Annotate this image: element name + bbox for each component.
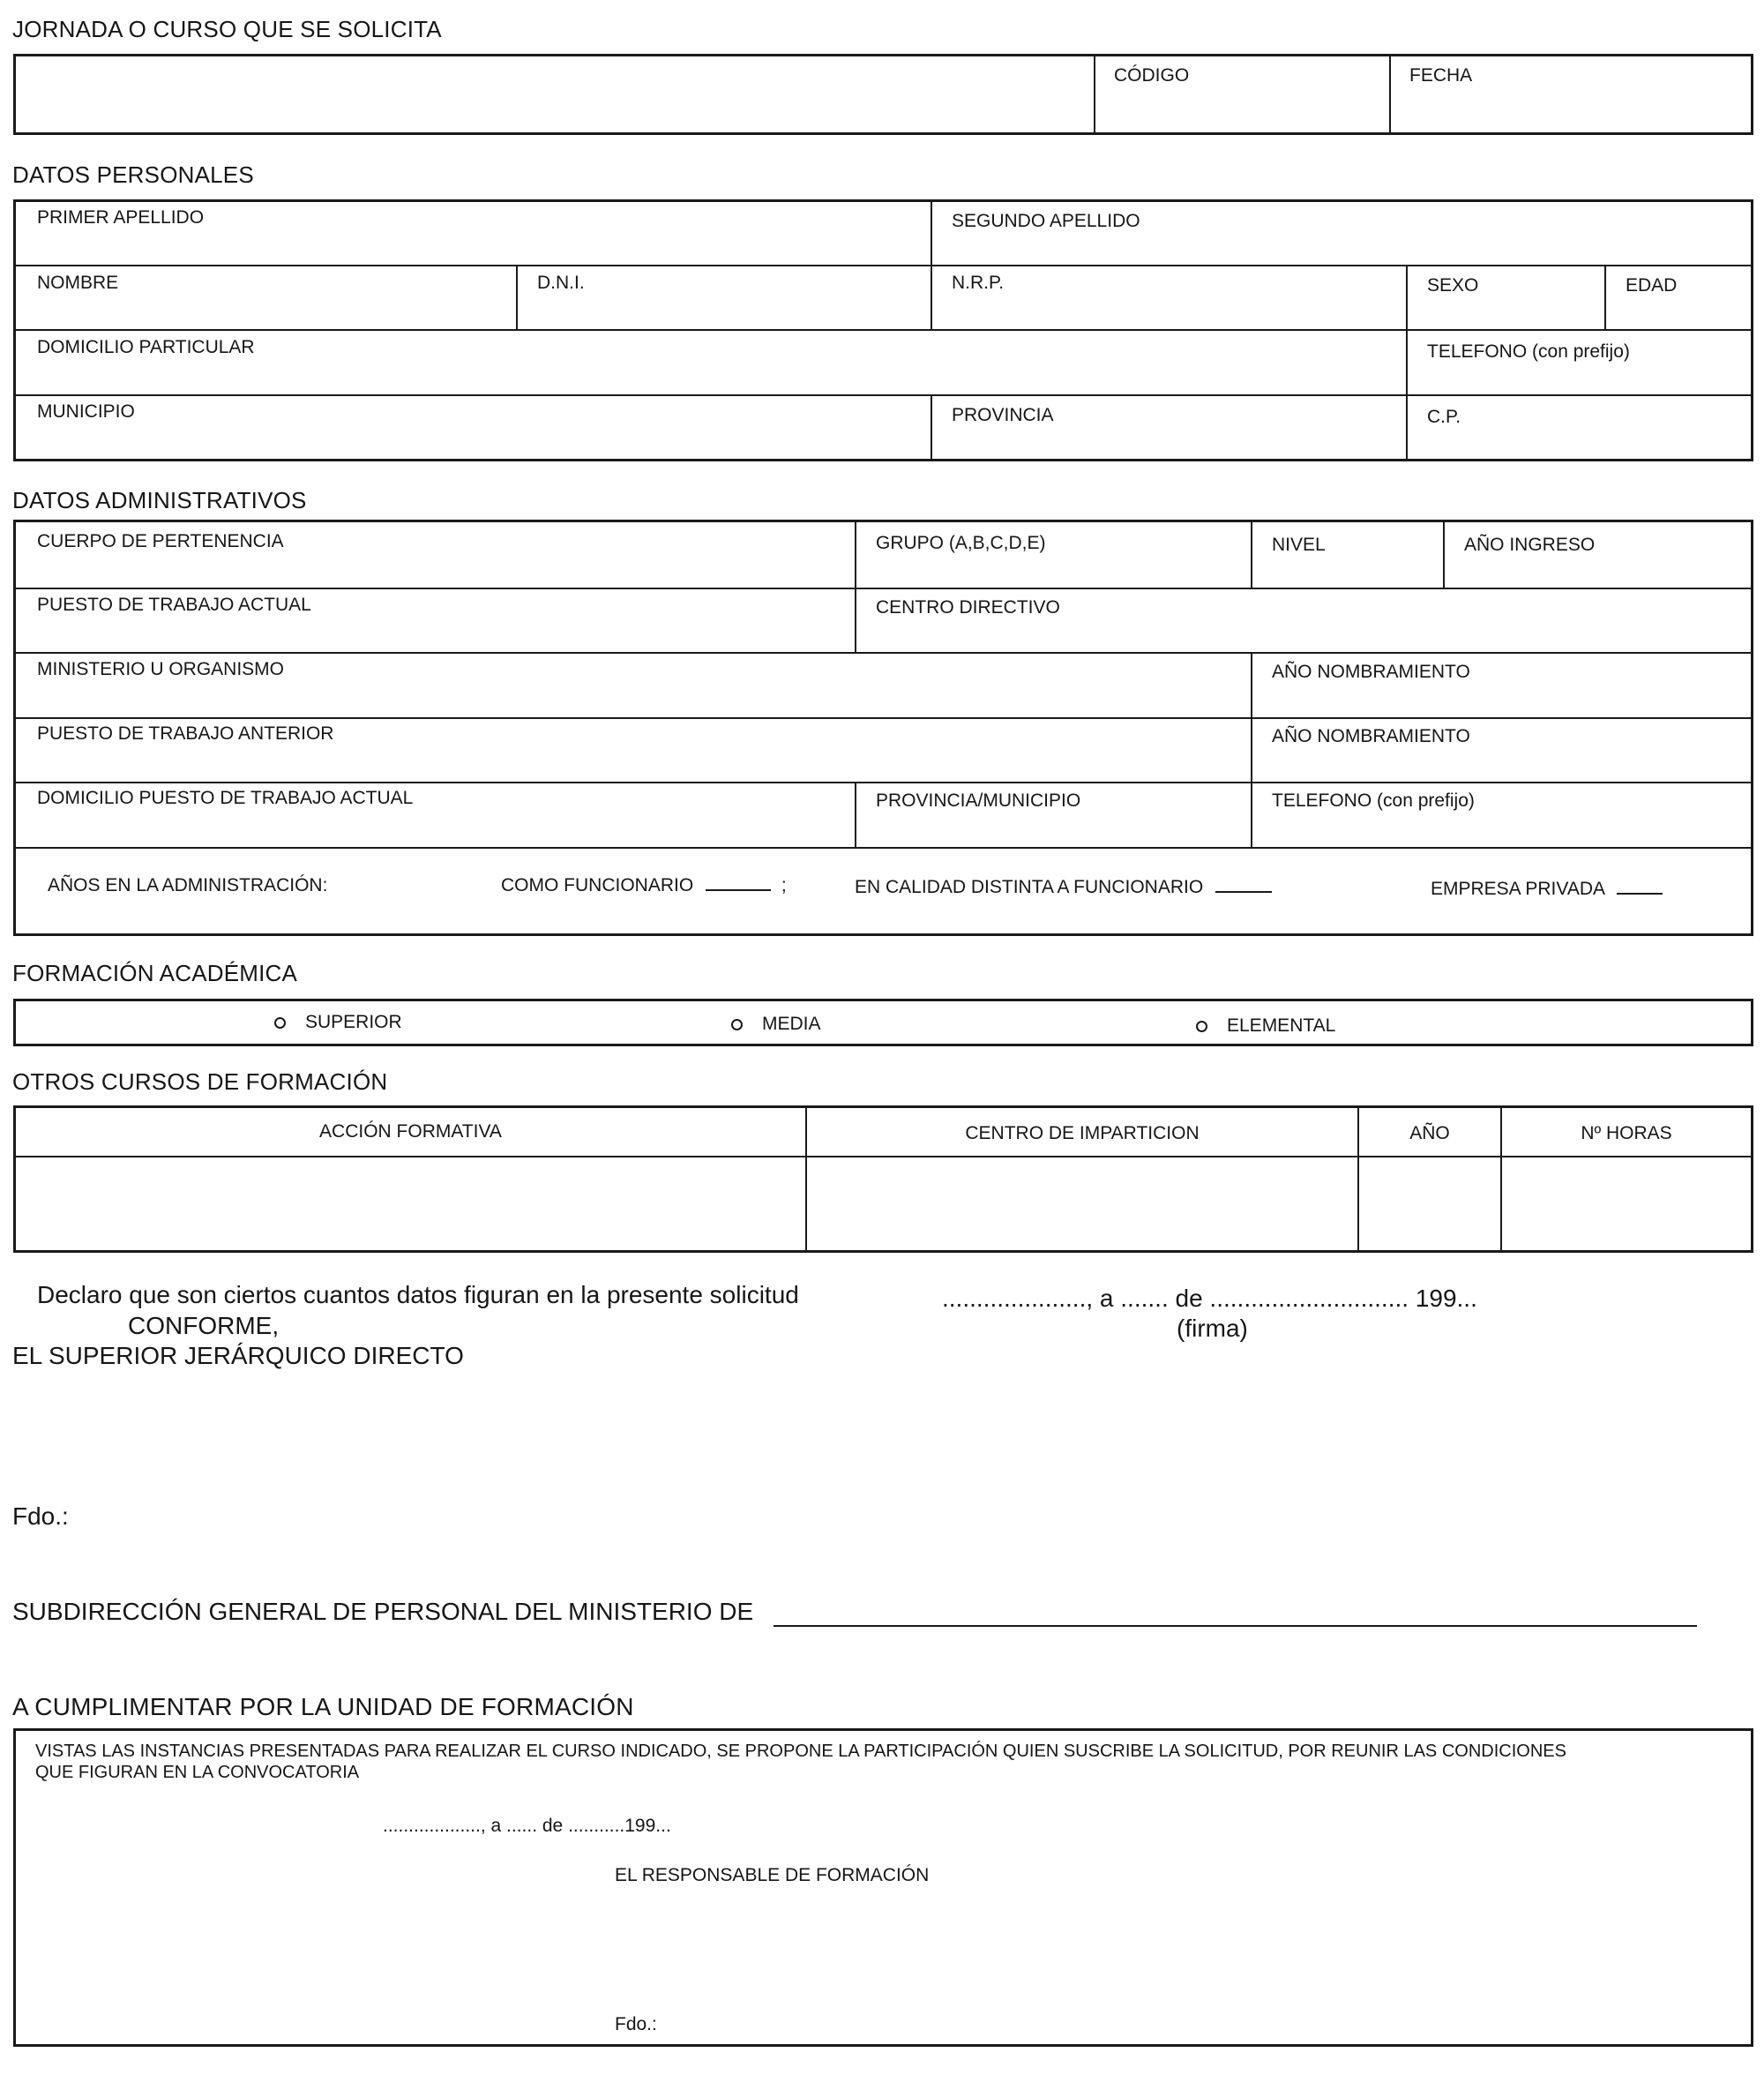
domicilio-particular-label: DOMICILIO PARTICULAR: [37, 337, 255, 357]
row-divider: [16, 782, 1751, 783]
fdo-label: Fdo.:: [12, 1502, 69, 1530]
option-media: [731, 1014, 821, 1035]
divider: [1406, 329, 1408, 394]
divider: [931, 394, 932, 459]
radio-circle-icon: [731, 1019, 743, 1030]
divider: [855, 782, 856, 847]
divider: [1094, 56, 1095, 132]
cp-label: C.P.: [1427, 407, 1461, 427]
row-divider: [16, 394, 1751, 396]
empresa-privada-label: EMPRESA PRIVADA: [1431, 879, 1604, 899]
calidad-distinta-label: EN CALIDAD DISTINTA A FUNCIONARIO: [855, 877, 1204, 897]
datos-personales-box: [13, 199, 1753, 461]
section-title-formacion-academica: FORMACIÓN ACADÉMICA: [12, 960, 298, 986]
radio-circle-icon: [274, 1017, 286, 1029]
row-divider: [16, 652, 1751, 654]
sexo-label: SEXO: [1427, 275, 1479, 296]
responsable-formacion-label: EL RESPONSABLE DE FORMACIÓN: [615, 1865, 930, 1885]
anio-ingreso-label: AÑO INGRESO: [1464, 535, 1596, 555]
option-superior: [274, 1012, 402, 1033]
radio-circle-icon: [1196, 1021, 1207, 1032]
divider: [1604, 265, 1606, 329]
section-title-datos-personales: DATOS PERSONALES: [12, 161, 254, 188]
domicilio-puesto-label: DOMICILIO PUESTO DE TRABAJO ACTUAL: [37, 788, 414, 808]
calidad-distinta-field: [855, 877, 1272, 898]
vistas-text-line1: VISTAS LAS INSTANCIAS PRESENTADAS PARA REALIZAR EL CURSO INDICADO, SE PROPONE LA PARTICIPACIÓN QUIEN SUSCRIBE LA SOLICITUD, POR REUNIR LAS CONDICIONES: [35, 1742, 1566, 1761]
table-header: ACCIÓN FORMATIVA: [319, 1121, 502, 1142]
codigo-field-label: CÓDIGO: [1114, 65, 1190, 86]
subdireccion-text: SUBDIRECCIÓN GENERAL DE PERSONAL DEL MINISTERIO DE: [12, 1598, 754, 1625]
firma-label: (firma): [1177, 1315, 1248, 1342]
cuerpo-label: CUERPO DE PERTENENCIA: [37, 531, 284, 551]
centro-directivo-label: CENTRO DIRECTIVO: [876, 597, 1060, 618]
section-title-jornada: JORNADA O CURSO QUE SE SOLICITA: [12, 16, 442, 42]
como-funcionario-label: COMO FUNCIONARIO: [501, 875, 694, 895]
row-divider: [16, 1156, 1751, 1157]
anio-nombramiento-label: AÑO NOMBRAMIENTO: [1272, 726, 1470, 746]
unidad-formacion-box: [13, 1728, 1753, 2047]
divider: [1251, 522, 1252, 588]
section-title-datos-administrativos: DATOS ADMINISTRATIVOS: [12, 487, 307, 513]
divider: [855, 588, 856, 652]
anio-nombramiento-label: AÑO NOMBRAMIENTO: [1272, 662, 1470, 682]
row-divider: [16, 588, 1751, 589]
unidad-lugar-fecha: ..................., a ...... de ...........199...: [383, 1816, 671, 1836]
section-title-unidad-formacion: A CUMPLIMENTAR POR LA UNIDAD DE FORMACIÓN: [12, 1693, 634, 1720]
table-header: AÑO: [1409, 1123, 1450, 1143]
dni-label: D.N.I.: [537, 273, 585, 293]
puesto-actual-label: PUESTO DE TRABAJO ACTUAL: [37, 595, 311, 615]
superior-jerarquico-text: EL SUPERIOR JERÁRQUICO DIRECTO: [12, 1342, 464, 1369]
option-label: ELEMENTAL: [1227, 1015, 1336, 1036]
lugar-fecha-line: ....................., a ....... de ............................. 199...: [942, 1285, 1477, 1312]
vistas-text-line2: QUE FIGURAN EN LA CONVOCATORIA: [35, 1763, 360, 1782]
divider: [855, 522, 856, 588]
edad-label: EDAD: [1626, 275, 1678, 296]
option-elemental: [1196, 1015, 1335, 1037]
row-divider: [16, 329, 1751, 331]
provincia-label: PROVINCIA: [952, 405, 1054, 425]
unidad-fdo-label: Fdo.:: [615, 2014, 657, 2034]
table-header: Nº HORAS: [1581, 1123, 1672, 1143]
blank-line: [706, 877, 771, 891]
table-header: CENTRO DE IMPARTICION: [965, 1123, 1200, 1143]
divider: [1389, 56, 1391, 132]
anios-administracion-label: AÑOS EN LA ADMINISTRACIÓN:: [48, 875, 328, 895]
conforme-text: CONFORME,: [128, 1312, 280, 1339]
fecha-field-label: FECHA: [1409, 65, 1473, 86]
datos-administrativos-box: [13, 520, 1753, 936]
grupo-label: GRUPO (A,B,C,D,E): [876, 533, 1046, 553]
nrp-label: N.R.P.: [952, 273, 1005, 293]
divider: [1251, 782, 1252, 847]
blank-line: [1215, 879, 1272, 893]
option-label: MEDIA: [762, 1014, 821, 1034]
semicolon: ;: [781, 875, 787, 895]
empresa-privada-field: [1431, 879, 1663, 900]
jornada-box: [13, 54, 1753, 135]
puesto-anterior-label: PUESTO DE TRABAJO ANTERIOR: [37, 723, 334, 744]
ministerio-label: MINISTERIO U ORGANISMO: [37, 659, 285, 679]
divider: [931, 265, 932, 329]
row-divider: [16, 265, 1751, 266]
divider: [1251, 652, 1252, 717]
section-title-otros-cursos: OTROS CURSOS DE FORMACIÓN: [12, 1068, 388, 1095]
divider: [1406, 394, 1408, 459]
declaracion-text: Declaro que son ciertos cuantos datos figuran en la presente solicitud: [37, 1281, 799, 1308]
nivel-label: NIVEL: [1272, 535, 1326, 555]
como-funcionario-field: [501, 875, 787, 896]
row-divider: [16, 717, 1751, 719]
otros-cursos-table: [13, 1105, 1753, 1253]
option-label: SUPERIOR: [305, 1012, 402, 1032]
divider: [1443, 522, 1445, 588]
provincia-municipio-label: PROVINCIA/MUNICIPIO: [876, 790, 1081, 811]
primer-apellido-label: PRIMER APELLIDO: [37, 207, 205, 228]
segundo-apellido-label: SEGUNDO APELLIDO: [952, 211, 1140, 231]
row-divider: [16, 847, 1751, 849]
divider: [1251, 717, 1252, 782]
telefono-trabajo-label: TELEFONO (con prefijo): [1272, 790, 1475, 811]
telefono-label: TELEFONO (con prefijo): [1427, 341, 1630, 362]
municipio-label: MUNICIPIO: [37, 401, 135, 422]
ministerio-blank-line: [774, 1625, 1697, 1627]
divider: [516, 265, 518, 329]
blank-line: [1617, 880, 1663, 895]
divider: [931, 202, 932, 265]
formacion-academica-box: [13, 999, 1753, 1046]
nombre-label: NOMBRE: [37, 273, 119, 293]
divider: [1406, 265, 1408, 329]
